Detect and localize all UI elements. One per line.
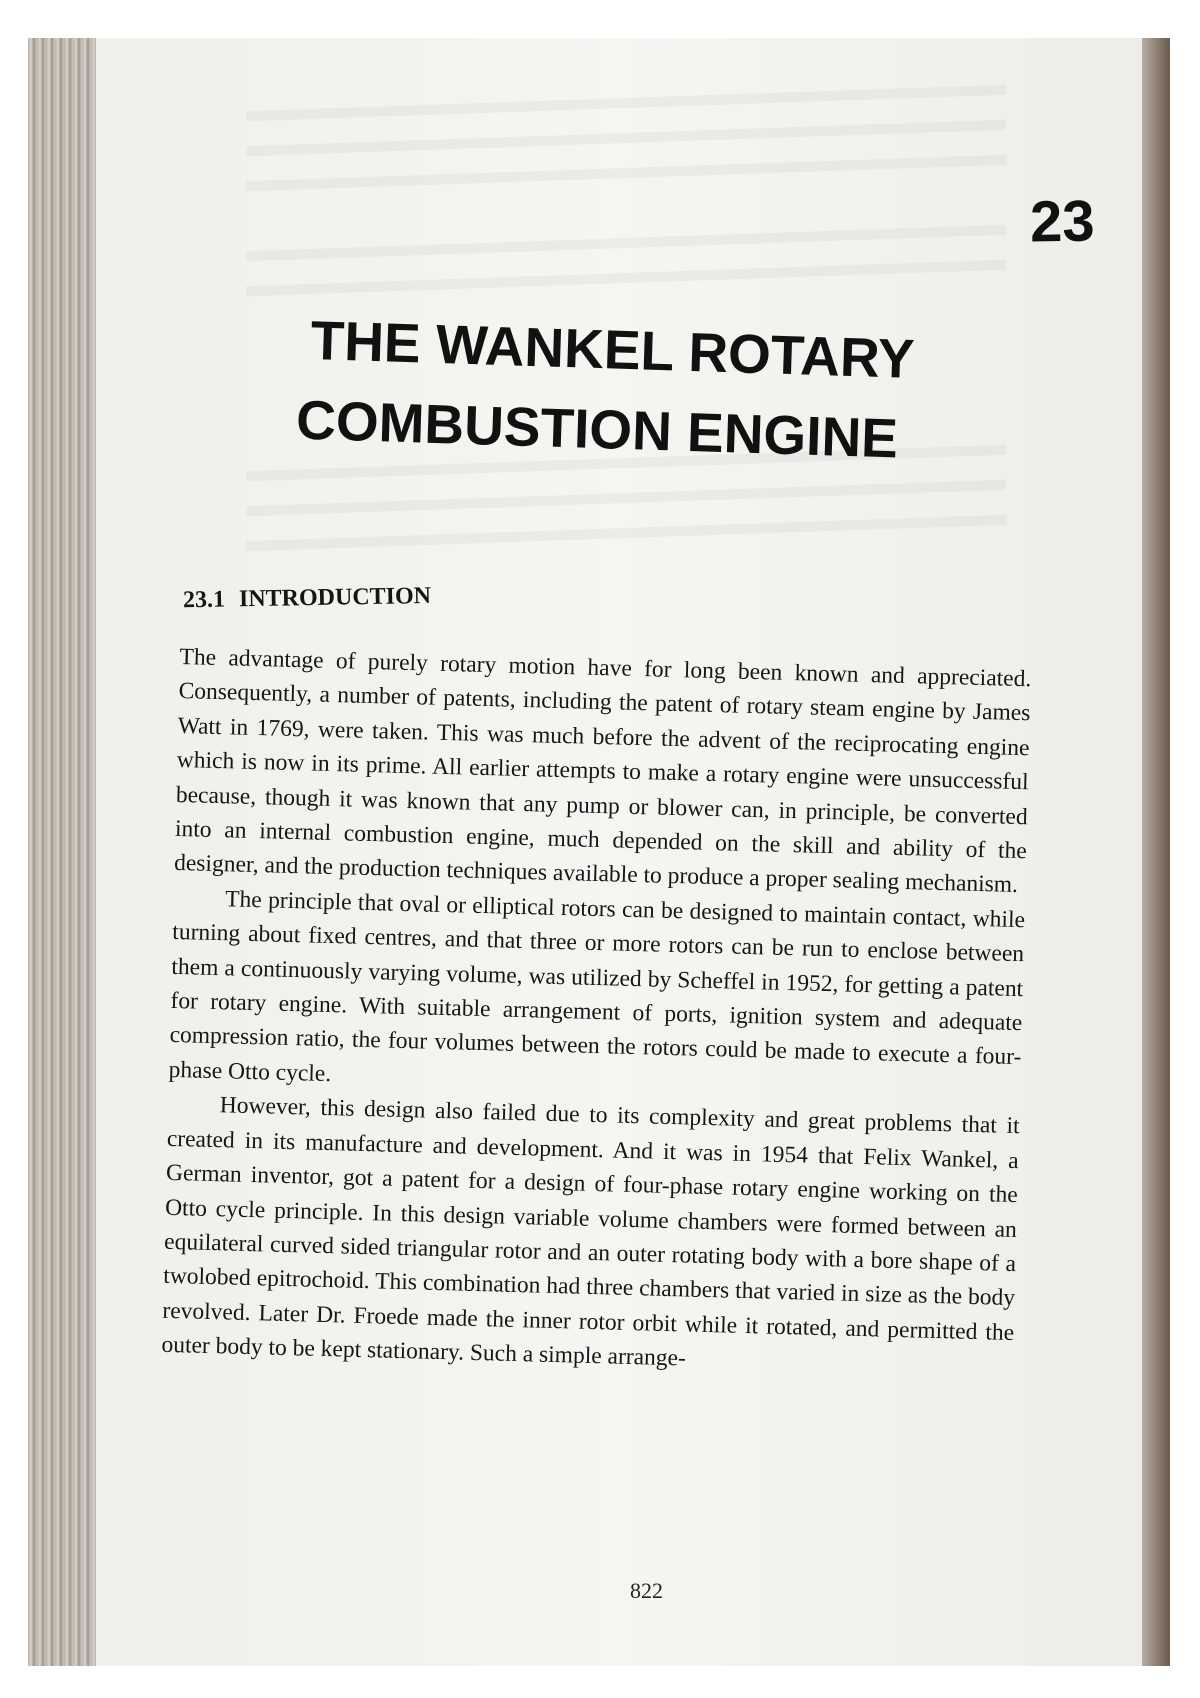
show-through-line: [246, 155, 1006, 192]
show-through-line: [246, 120, 1006, 157]
section-title: INTRODUCTION: [238, 582, 432, 613]
chapter-title: [295, 300, 1102, 485]
show-through-line: [246, 85, 1006, 122]
page-edges: [28, 38, 98, 1666]
chapter-number: 23: [1029, 188, 1096, 255]
section-heading: [183, 583, 445, 615]
paragraph-2: The principle that oval or elliptical rotors can be designed to maintain contact, while turning about fixed centres, and that three or more rotors can be run to enclose between them a continuously varying volume, was utilized by Scheffel in 1952, for getting a patent for rotary engine. With suitable arrangement of ports, ignition system and adequate compression ratio, the four volumes between the rotors could be made to execute a four-phase Otto cycle.: [168, 886, 1026, 1087]
show-through-line: [246, 480, 1006, 517]
paragraph-1: The advantage of purely rotary motion have for long been known and appreciated. Consequently, a number of patents, including the patent of rotary steam engine by James Watt in 1769, were taken. This was much before the advent of the reciprocating engine which is now in its prime. All earlier attempts to make a rotary engine were unsuccessful because, though it was known that any pump or blower can, in principle, be converted into an internal combustion engine, much depended on the skill and ability of the designer, and the production techniques available to produce a proper sealing mechanism.: [173, 643, 1032, 899]
chapter-title-line2: COMBUSTION ENGINE: [295, 388, 899, 470]
chapter-title-line1: THE WANKEL ROTARY: [309, 308, 916, 390]
body-text: [161, 640, 1032, 1385]
show-through-line: [246, 260, 1006, 297]
binding-shadow: [1140, 38, 1170, 1666]
show-through-line: [246, 225, 1006, 262]
show-through-line: [246, 515, 1006, 552]
section-number: 23.1: [182, 586, 226, 614]
paragraph-3: However, this design also failed due to its complexity and great problems that it created in its manufacture and development. And it was in 1954 that Felix Wankel, a German inventor, got a patent for a design of four-phase rotary engine working on the Otto cycle principle. In this design variable volume chambers were formed between an equilateral curved sided triangular rotor and an outer rotating body with a bore shape of a twolobed epitrochoid. This combination had three chambers that varied in size as the body revolved. Later Dr. Froede made the inner rotor orbit while it rotated, and permitted the outer body to be kept stationary. Such a simple arrange-: [161, 1092, 1020, 1372]
page-number: 822: [630, 1578, 663, 1603]
